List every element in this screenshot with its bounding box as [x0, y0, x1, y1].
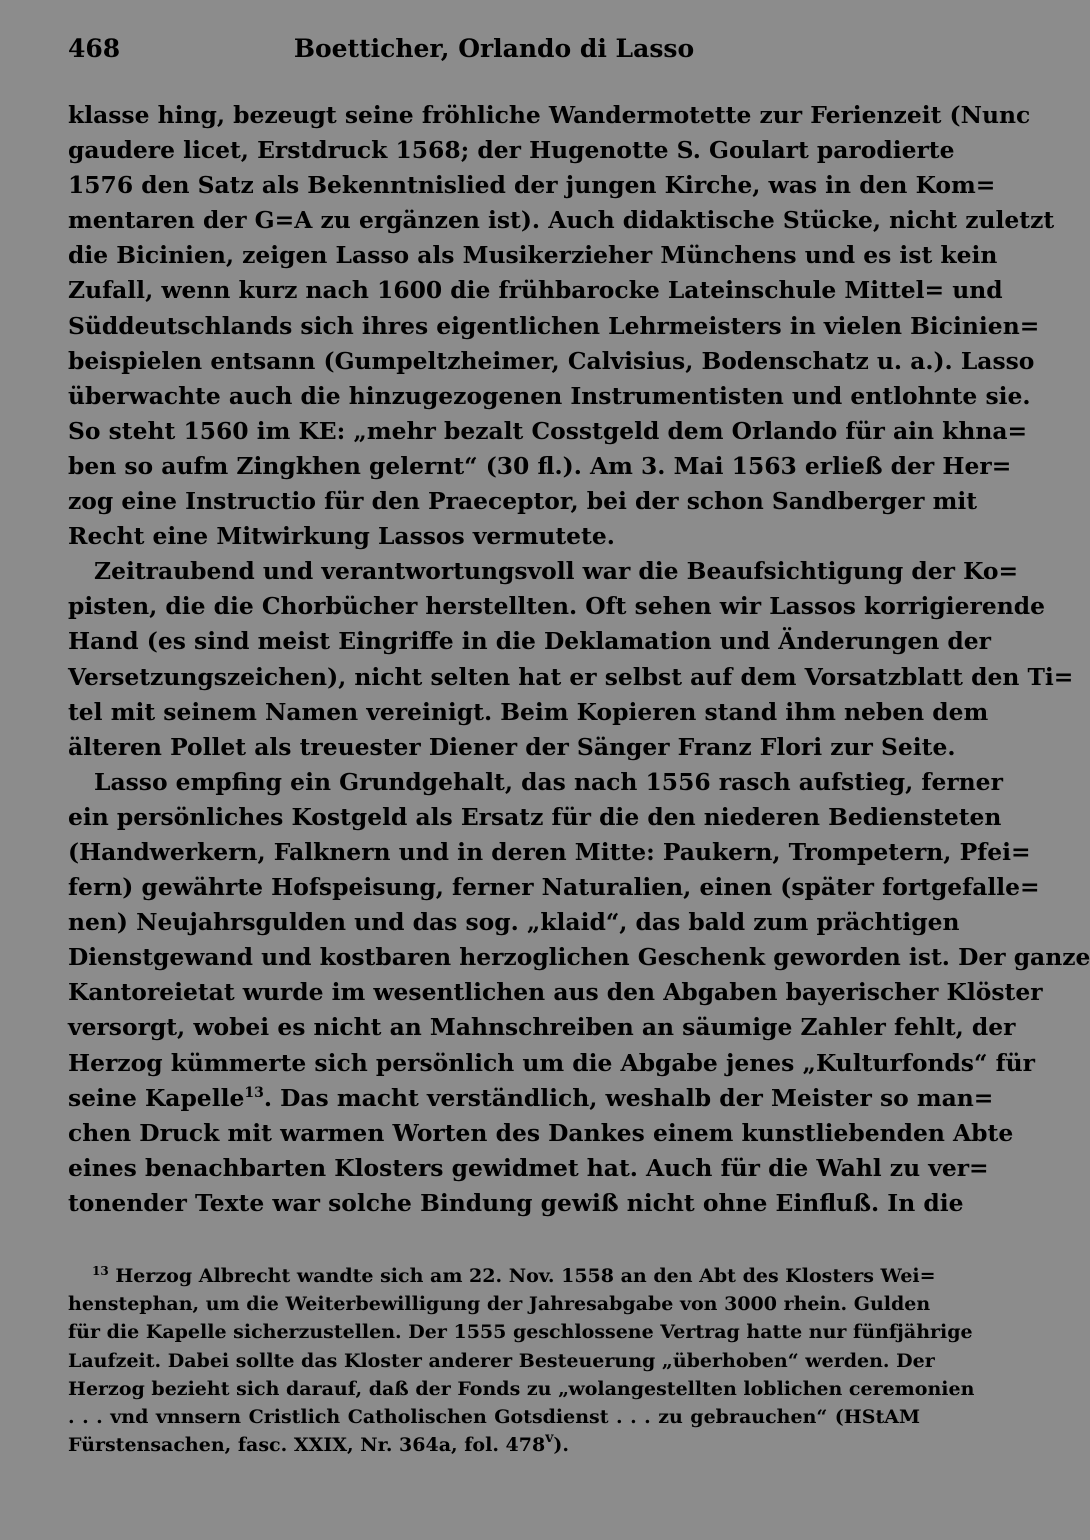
text-line: mentaren der G=A zu ergänzen ist). Auch didaktische Stücke, nicht zuletzt — [68, 206, 1055, 235]
page-number: 468 — [68, 34, 121, 63]
text-line: versorgt, wobei es nicht an Mahnschreiben an säumige Zahler fehlt, der — [68, 1013, 1016, 1042]
text-line: älteren Pollet als treuester Diener der Sänger Franz Flori zur Seite. — [68, 732, 956, 761]
footnote-line: Herzog bezieht sich darauf, daß der Fonds zu „wolangestellten loblichen ceremonien — [68, 1377, 975, 1400]
text-line: nen) Neujahrsgulden und das sog. „klaid“, das bald zum prächtigen — [68, 908, 960, 937]
text-segment: . Das macht verständlich, weshalb der Meister so man= — [263, 1083, 994, 1112]
text-line: Süddeutschlands sich ihres eigentlichen Lehrmeisters in vielen Bicinien= — [68, 311, 1040, 340]
text-segment: seine Kapelle — [68, 1083, 245, 1112]
folio-verso-mark: v — [545, 1430, 554, 1447]
footnote-line: für die Kapelle sicherzustellen. Der 1555 geschlossene Vertrag hatte nur fünfjährige — [68, 1321, 973, 1344]
page-header — [68, 34, 920, 70]
text-line: Versetzungszeichen), nicht selten hat er selbst auf dem Vorsatzblatt den Ti= — [68, 662, 1074, 691]
footnote-line: Laufzeit. Dabei sollte das Kloster anderer Besteuerung „überhoben“ werden. Der — [68, 1349, 935, 1372]
text-line: (Handwerkern, Falknern und in deren Mitte: Paukern, Trompetern, Pfei= — [68, 837, 1031, 866]
text-line: ben so aufm Zingkhen gelernt“ (30 fl.). Am 3. Mai 1563 erließ der Her= — [68, 451, 1012, 480]
footnote-line — [68, 1262, 936, 1290]
text-line: Lasso empfing ein Grundgehalt, das nach 1556 rasch aufstieg, ferner — [94, 767, 1003, 796]
footnote-line: . . . vnd vnnsern Cristlich Catholischen Gotsdienst . . . zu gebrauchen“ (HStAM — [68, 1405, 920, 1428]
text-line: Dienstgewand und kostbaren herzoglichen Geschenk geworden ist. Der ganze — [68, 943, 1090, 972]
text-line: zog eine Instructio für den Praeceptor, bei der schon Sandberger mit — [68, 487, 978, 516]
footnote-line — [68, 1431, 920, 1459]
footnote-line: henstephan, um die Weiterbewilligung der Jahresabgabe von 3000 rhein. Gulden — [68, 1293, 931, 1316]
text-line: Kantoreietat wurde im wesentlichen aus den Abgaben bayerischer Klöster — [68, 978, 1043, 1007]
text-line: Zeitraubend und verantwortungsvoll war die Beaufsichtigung der Ko= — [94, 557, 1019, 586]
text-line: überwachte auch die hinzugezogenen Instrumentisten und entlohnte sie. — [68, 381, 1031, 410]
text-line: So steht 1560 im KE: „mehr bezalt Cosstgeld dem Orlando für ain khna= — [68, 416, 1028, 445]
text-line: Hand (es sind meist Eingriffe in die Deklamation und Änderungen der — [68, 627, 991, 656]
text-line: die Bicinien, zeigen Lasso als Musikerzieher Münchens und es ist kein — [68, 241, 998, 270]
footnote-marker: 13 — [92, 1264, 109, 1278]
text-line: ein persönliches Kostgeld als Ersatz für die den niederen Bediensteten — [68, 802, 1002, 831]
text-line-with-footnote-ref — [68, 1081, 994, 1116]
running-head: Boetticher, Orlando di Lasso — [293, 34, 695, 63]
footnotes — [68, 1262, 975, 1459]
text-line: klasse hing, bezeugt seine fröhliche Wandermotette zur Ferienzeit (Nunc — [68, 101, 1031, 129]
text-line: Zufall, wenn kurz nach 1600 die frühbarocke Lateinschule Mittel= und — [68, 276, 1003, 305]
text-line: pisten, die die Chorbücher herstellten. Oft sehen wir Lassos korrigierende — [68, 592, 1045, 621]
text-line: eines benachbarten Klosters gewidmet hat. Auch für die Wahl zu ver= — [68, 1153, 989, 1182]
text-line: 1576 den Satz als Bekenntnislied der jungen Kirche, was in den Kom= — [68, 171, 996, 200]
footnote-text: ). — [553, 1434, 569, 1457]
text-line: Herzog kümmerte sich persönlich um die Abgabe jenes „Kulturfonds“ für — [68, 1048, 1035, 1077]
footnote-text: Herzog Albrecht wandte sich am 22. Nov. 1558 an den Abt des Klosters Wei= — [115, 1265, 936, 1287]
text-line: beispielen entsann (Gumpeltzheimer, Calvisius, Bodenschatz u. a.). Lasso — [68, 346, 1035, 375]
body-text — [68, 98, 1090, 1221]
text-line: chen Druck mit warmen Worten des Dankes einem kunstliebenden Abte — [68, 1118, 1014, 1147]
text-line: tonender Texte war solche Bindung gewiß nicht ohne Einfluß. In die — [68, 1188, 964, 1217]
text-line: Recht eine Mitwirkung Lassos vermutete. — [68, 522, 615, 551]
text-line: fern) gewährte Hofspeisung, ferner Naturalien, einen (später fortgefalle= — [68, 873, 1040, 902]
text-line: tel mit seinem Namen vereinigt. Beim Kopieren stand ihm neben dem — [68, 697, 989, 726]
footnote-text: Fürstensachen, fasc. XXIX, Nr. 364a, fol. 478 — [68, 1434, 546, 1457]
footnote-reference[interactable]: 13 — [244, 1084, 264, 1101]
text-line: gaudere licet, Erstdruck 1568; der Hugenotte S. Goulart parodierte — [68, 136, 955, 165]
